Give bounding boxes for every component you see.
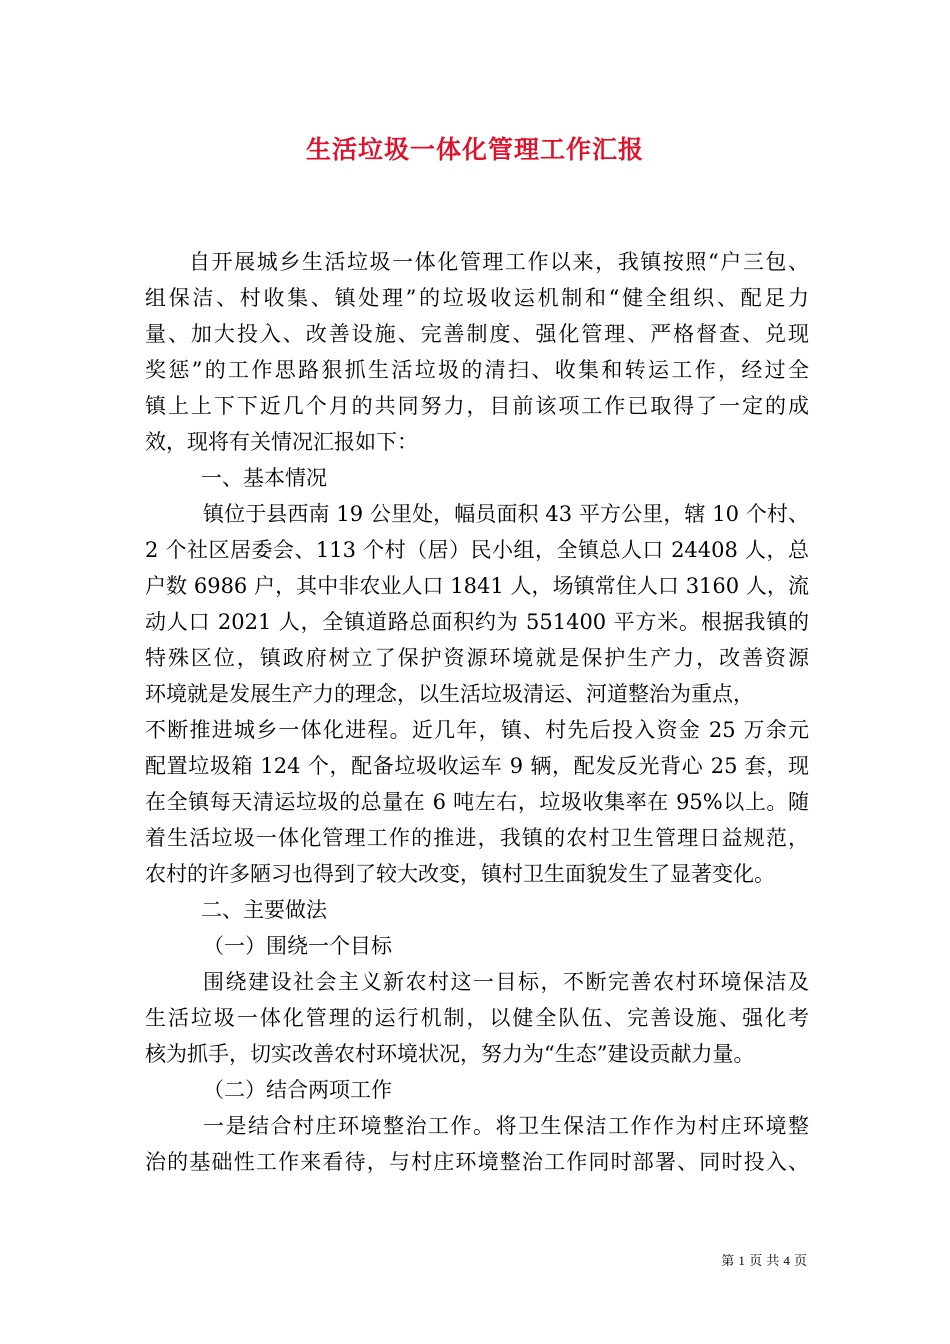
paragraph-line: 不断推进城乡一体化进程。近几年，镇、村先后投入资金 25 万余元 [145, 718, 809, 742]
paragraph-line: 配置垃圾箱 124 个，配备垃圾收运车 9 辆，配发反光背心 25 套，现 [145, 754, 809, 778]
footer-page-number: 1 [738, 1253, 745, 1268]
paragraph-line: 镇上上下下近几个月的共同努力，目前该项工作已取得了一定的成 [145, 394, 809, 418]
paragraph-line: 自开展城乡生活垃圾一体化管理工作以来，我镇按照“户三包、 [189, 250, 809, 274]
subsection-heading: （二）结合两项工作 [203, 1078, 392, 1102]
page-footer [721, 1252, 807, 1271]
subsection-heading: （一）围绕一个目标 [203, 934, 392, 958]
paragraph-line: 围绕建设社会主义新农村这一目标，不断完善农村环境保洁及 [203, 970, 809, 994]
paragraph-line: 一是结合村庄环境整治工作。将卫生保洁工作作为村庄环境整 [203, 1114, 809, 1138]
paragraph-line: 特殊区位，镇政府树立了保护资源环境就是保护生产力，改善资源 [145, 646, 809, 670]
paragraph-line: 效，现将有关情况汇报如下： [145, 430, 418, 454]
paragraph-line: 2 个社区居委会、113 个村（居）民小组，全镇总人口 24408 人，总 [145, 538, 809, 562]
paragraph-line: 着生活垃圾一体化管理工作的推进，我镇的农村卫生管理日益规范， [145, 826, 809, 850]
page-title: 生活垃圾一体化管理工作汇报 [305, 135, 644, 164]
paragraph-line: 镇位于县西南 19 公里处，幅员面积 43 平方公里，辖 10 个村、 [203, 502, 809, 526]
footer-total-pages: 4 [783, 1253, 790, 1268]
section-heading: 二、主要做法 [201, 898, 327, 922]
paragraph-line: 组保洁、村收集、镇处理”的垃圾收运机制和“健全组织、配足力 [145, 286, 809, 310]
paragraph-line: 奖惩”的工作思路狠抓生活垃圾的清扫、收集和转运工作，经过全 [145, 358, 809, 382]
footer-prefix: 第 [721, 1254, 735, 1269]
paragraph-line: 环境就是发展生产力的理念，以生活垃圾清运、河道整治为重点， [145, 682, 754, 706]
document-body [145, 244, 809, 1180]
paragraph-line: 核为抓手，切实改善农村环境状况，努力为“生态”建设贡献力量。 [145, 1042, 755, 1066]
paragraph-line: 农村的许多陋习也得到了较大改变，镇村卫生面貌发生了显著变化。 [145, 862, 775, 886]
footer-middle: 页 共 [749, 1254, 780, 1269]
paragraph-line: 在全镇每天清运垃圾的总量在 6 吨左右，垃圾收集率在 95%以上。随 [145, 790, 809, 814]
footer-suffix: 页 [793, 1254, 807, 1269]
paragraph-line: 户数 6986 户，其中非农业人口 1841 人，场镇常住人口 3160 人，流 [145, 574, 809, 598]
paragraph-line: 治的基础性工作来看待，与村庄环境整治工作同时部署、同时投入、 [145, 1150, 809, 1174]
section-heading: 一、基本情况 [201, 466, 327, 490]
paragraph-line: 量、加大投入、改善设施、完善制度、强化管理、严格督查、兑现 [145, 322, 809, 346]
paragraph-line: 生活垃圾一体化管理的运行机制，以健全队伍、完善设施、强化考 [145, 1006, 809, 1030]
paragraph-line: 动人口 2021 人，全镇道路总面积约为 551400 平方米。根据我镇的 [145, 610, 809, 634]
